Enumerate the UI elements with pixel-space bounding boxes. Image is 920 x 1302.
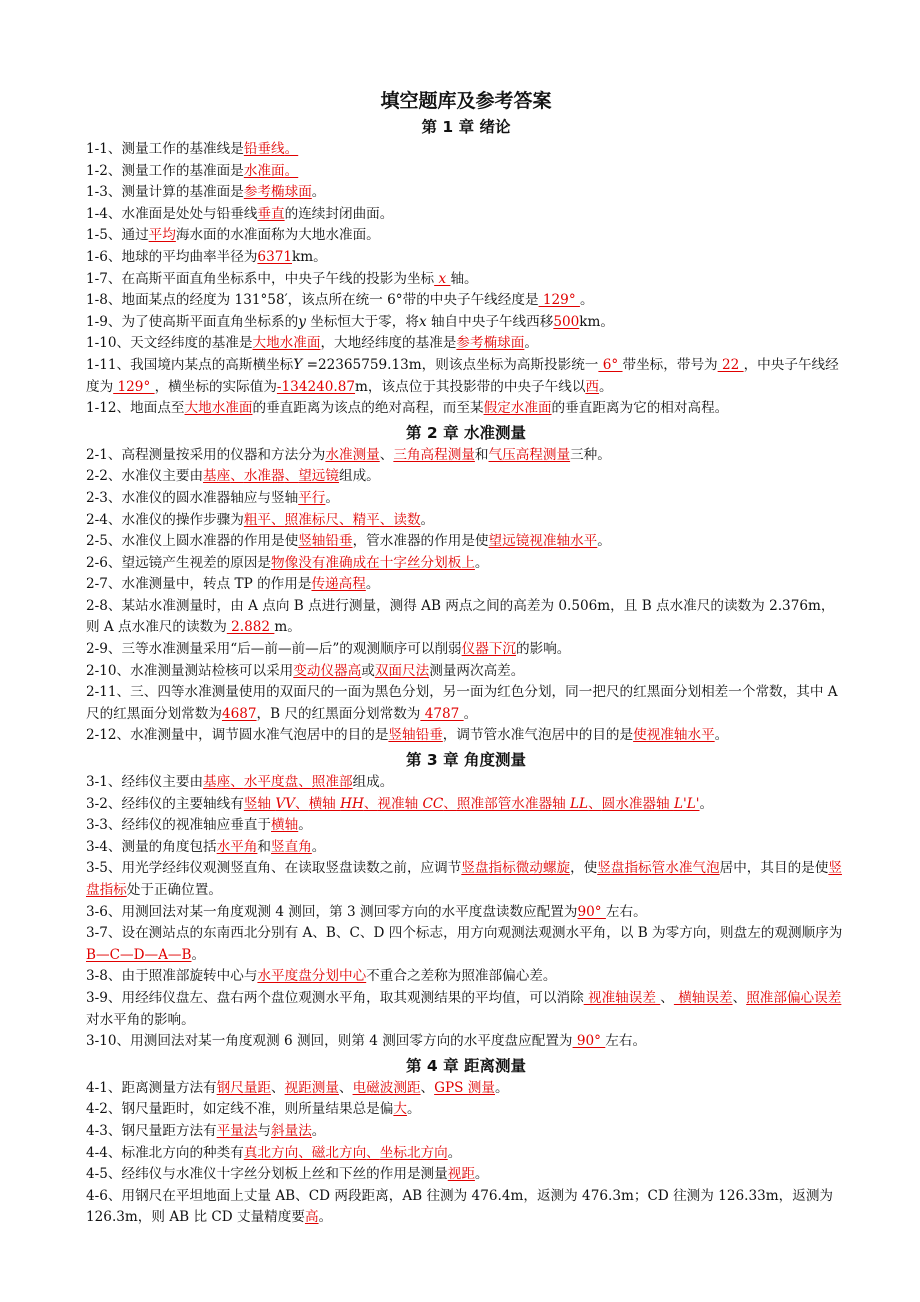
- question-text: 1-5、通过: [86, 227, 149, 244]
- question-text: km。: [579, 313, 614, 330]
- answer-text: 水平度盘分划中心: [257, 968, 367, 985]
- answer-text: 竖轴铅垂: [298, 533, 353, 550]
- question-text: 1-7、在高斯平面直角坐标系中，中央子午线的投影为坐标: [86, 270, 435, 287]
- question-text: ，中央子午线经度为: [86, 356, 839, 395]
- question-line: [86, 837, 846, 859]
- answer-text: 4687: [221, 705, 257, 722]
- answer-text: LL: [570, 795, 589, 812]
- answer-text: 90°: [577, 903, 606, 920]
- question-text: ，调节管水准气泡居中的目的是: [442, 727, 634, 744]
- question-text: 轴。: [450, 270, 478, 287]
- answer-text: 望远镜视准轴水平: [488, 533, 598, 550]
- question-text: 左右。: [605, 903, 647, 920]
- question-text: 的连续封闭曲面。: [284, 205, 394, 222]
- answer-text: 双面尺法: [374, 662, 430, 679]
- answer-text: 、: [363, 795, 378, 812]
- question-line: [86, 1099, 846, 1121]
- question-line: [86, 682, 846, 725]
- question-text: 、: [420, 1079, 435, 1096]
- question-text: 带坐标，带号为: [622, 356, 718, 373]
- answer-text: -134240.87: [276, 378, 356, 395]
- answer-text: 竖盘指标: [86, 860, 842, 898]
- question-line: [86, 466, 846, 488]
- answer-text: 假定水准面: [483, 400, 552, 417]
- question-line: [86, 204, 846, 226]
- question-line: [86, 1186, 846, 1229]
- question-text: 居中，其目的是使: [719, 860, 829, 877]
- question-text: 的影响。: [516, 641, 571, 658]
- variable-text: Y: [293, 356, 303, 373]
- answer-text: 水平角: [216, 838, 258, 855]
- answer-text: 6371: [257, 248, 293, 265]
- question-text: 。: [579, 292, 594, 309]
- question-text: 。: [699, 795, 714, 812]
- question-text: 。: [365, 576, 380, 593]
- answer-text: 高: [304, 1209, 319, 1226]
- answer-text: 圆水准器轴: [601, 795, 674, 812]
- question-text: 2-11、三、四等水准测量使用的双面尺的一面为黑色分划，另一面为红色分划，同一把尺的红黑面分划相差一个常数，其中 A 尺的红黑面分划常数为: [86, 684, 838, 722]
- question-text: 组成。: [338, 468, 380, 485]
- document-title: 填空题库及参考答案: [380, 90, 552, 112]
- answer-text: 平均: [148, 227, 176, 244]
- question-text: =22365759.13m，则该点坐标为高斯投影统一: [302, 356, 599, 373]
- answer-text: 气压高程测量: [488, 446, 571, 463]
- question-text: 坐标恒大于零，将: [305, 313, 419, 330]
- variable-text: y: [298, 313, 306, 330]
- answer-text: 物像没有准确成在十字丝分划板上: [271, 554, 475, 571]
- question-text: 。: [311, 1122, 326, 1139]
- answer-text: 、: [379, 511, 394, 528]
- answer-text: 垂直: [257, 205, 285, 222]
- question-text: 。: [298, 817, 312, 834]
- answer-text: 90°: [572, 1033, 606, 1050]
- question-text: 。: [599, 378, 613, 395]
- answer-text: x: [434, 270, 451, 287]
- question-line: [86, 161, 846, 183]
- question-text: ，横坐标的实际值为: [154, 378, 277, 395]
- question-line: [86, 639, 846, 661]
- question-text: 。: [447, 1144, 462, 1161]
- answer-text: 、: [588, 795, 602, 812]
- question-line: [86, 988, 846, 1031]
- answer-text: 水准测量: [325, 446, 380, 463]
- question-line: [86, 794, 846, 816]
- answer-text: 竖盘指标管水准气泡: [597, 860, 720, 877]
- question-text: ，管水准器的作用是使: [352, 533, 489, 550]
- question-text: 3-6、用测回法对某一角度观测 4 测回，第 3 测回零方向的水平度盘读数应配置为: [86, 903, 578, 920]
- question-text: 1-6、地球的平均曲率半径为: [86, 248, 258, 265]
- question-text: 、: [379, 446, 394, 463]
- question-text: 测量两次高差。: [429, 662, 525, 679]
- question-text: 或: [361, 662, 375, 679]
- question-text: 1-2、测量工作的基准面是: [86, 162, 244, 179]
- question-text: 、: [338, 1079, 353, 1096]
- answer-text: 水平度盘: [243, 774, 299, 791]
- question-line: [86, 247, 846, 269]
- question-line: [86, 312, 846, 334]
- answer-text: 、: [230, 468, 244, 485]
- question-text: 和: [474, 446, 489, 463]
- question-text: 3-3、经纬仪的视准轴应垂直于: [86, 817, 272, 834]
- question-line: [86, 553, 846, 575]
- question-line: [86, 333, 846, 355]
- question-line: [86, 445, 846, 467]
- answer-text: 仪器下沉: [461, 641, 517, 658]
- chapter-heading: 第 1 章 绪论: [421, 118, 511, 136]
- answer-text: L'L': [673, 795, 700, 812]
- answer-text: 、: [366, 1144, 380, 1161]
- answer-text: 斜量法: [271, 1122, 312, 1139]
- question-text: 。: [325, 489, 339, 506]
- question-text: ，B 尺的红黑面分划常数为: [256, 705, 421, 722]
- question-text: 处于正确位置。: [126, 882, 222, 898]
- question-text: 。: [406, 1101, 421, 1118]
- question-text: 3-9、用经纬仪盘左、盘右两个盘位观测水平角，取其观测结果的平均值，可以消除: [86, 989, 584, 1006]
- answer-text: 磁北方向: [311, 1144, 367, 1161]
- answer-text: 、: [284, 468, 299, 485]
- question-text: 1-10、天文经纬度的基准是: [86, 335, 253, 352]
- answer-text: 。: [284, 141, 299, 157]
- question-text: 、: [660, 989, 674, 1006]
- question-text: 2-7、水准测量中，转点 TP 的作用是: [86, 576, 312, 593]
- question-text: 1-9、为了使高斯平面直角坐标系的: [86, 313, 299, 330]
- answer-text: 大地水准面: [184, 400, 253, 417]
- answer-text: 真北方向: [243, 1144, 299, 1161]
- question-text: 2-2、水准仪主要由: [86, 468, 204, 485]
- answer-text: 变动仪器高: [293, 662, 362, 679]
- question-text: 4-3、钢尺量距方法有: [86, 1122, 217, 1139]
- question-line: [86, 290, 846, 312]
- question-text: ，大地经纬度的基准是: [320, 335, 457, 352]
- question-line: [86, 488, 846, 510]
- question-line: [86, 772, 846, 794]
- question-text: 3-5、用光学经纬仪观测竖直角、在读取竖盘读数之前，应调节: [86, 860, 462, 877]
- answer-text: 平量法: [216, 1122, 258, 1139]
- answer-text: 竖直角: [271, 838, 312, 855]
- question-text: 2-12、水准测量中，调节圆水准气泡居中的目的是: [86, 727, 389, 744]
- question-text: 。: [311, 184, 326, 201]
- question-text: 。: [311, 838, 326, 855]
- answer-text: 照准部: [311, 774, 353, 791]
- chapter-heading: 第 2 章 水准测量: [406, 423, 526, 442]
- answer-text: 望远镜: [298, 468, 339, 485]
- question-text: 对水平角的影响。: [86, 1011, 195, 1028]
- question-text: 2-10、水准测量测站检核可以采用: [86, 662, 294, 679]
- question-line: [86, 182, 846, 204]
- answer-text: 传递高程: [311, 576, 366, 593]
- document-page: [86, 88, 846, 1229]
- question-text: ，使: [570, 860, 598, 877]
- variable-text: x: [418, 313, 427, 330]
- question-line: [86, 923, 846, 966]
- question-text: m，该点位于其投影带的中央子午线以: [355, 378, 586, 395]
- question-line: [86, 902, 846, 924]
- answer-text: 坐标北方向: [379, 1144, 448, 1161]
- question-text: 3-4、测量的角度包括: [86, 838, 217, 855]
- question-line: [86, 1121, 846, 1143]
- question-text: 的垂直距离为它的相对高程。: [551, 400, 729, 417]
- answer-text: 、: [298, 1144, 312, 1161]
- answer-text: 照准部偏心误差: [746, 989, 842, 1006]
- question-text: 海水面的水准面称为大地水准面。: [175, 227, 380, 244]
- question-line: [86, 1031, 846, 1053]
- question-line: [86, 725, 846, 747]
- question-text: 3-1、经纬仪主要由: [86, 774, 204, 791]
- answer-text: 4787: [420, 705, 464, 722]
- question-text: 1-11、我国境内某点的高斯横坐标: [86, 356, 294, 373]
- question-line: [86, 1164, 846, 1186]
- question-text: 3-2、经纬仪的主要轴线有: [86, 795, 244, 812]
- answer-text: 西: [585, 378, 600, 395]
- answer-text: 竖轴铅垂: [388, 727, 443, 744]
- answer-text: 6°: [598, 356, 623, 373]
- question-text: 和: [257, 838, 272, 855]
- answer-text: 基座: [203, 468, 231, 485]
- answer-text: 钢尺量距: [216, 1079, 272, 1096]
- answer-text: 竖盘指标微动螺旋: [461, 860, 571, 877]
- question-text: 。: [463, 705, 478, 722]
- question-text: 左右。: [605, 1033, 647, 1050]
- question-text: 。: [420, 511, 435, 528]
- question-text: m。: [274, 619, 301, 636]
- question-text: 3-10、用测回法对某一角度观测 6 测回，则第 4 测回零方向的水平度盘应配置为: [86, 1033, 573, 1050]
- answer-text: 视距测量: [284, 1079, 339, 1096]
- question-text: 组成。: [352, 774, 394, 791]
- question-text: 、: [271, 1079, 285, 1096]
- question-text: 2-1、高程测量按采用的仪器和方法分为: [86, 446, 326, 463]
- question-line: [86, 815, 846, 837]
- answer-text: 照准标尺: [284, 511, 339, 528]
- chapter-heading: 第 3 章 角度测量: [406, 751, 526, 770]
- question-text: 。: [524, 335, 538, 352]
- question-line: [86, 225, 846, 247]
- question-text: 4-2、钢尺量距时，如定线不准，则所量结果总是偏: [86, 1101, 394, 1118]
- question-text: 2-9、三等水准测量采用“后—前—前—后”的观测顺序可以削弱: [86, 641, 462, 658]
- answer-text: 参考椭球面: [456, 335, 525, 352]
- question-text: 的垂直距离为该点的绝对高程，而至某: [252, 400, 484, 417]
- answer-text: 读数: [393, 511, 421, 528]
- answer-text: 、: [271, 511, 285, 528]
- answer-text: 精平: [352, 511, 380, 528]
- question-text: 轴自中央子午线西移: [426, 313, 554, 330]
- question-text: 。: [474, 1166, 489, 1183]
- answer-text: 横轴误差: [673, 989, 733, 1006]
- question-line: [86, 1143, 846, 1165]
- answer-text: CC: [422, 795, 444, 812]
- question-line: [86, 596, 846, 639]
- answer-text: 视距: [447, 1166, 475, 1183]
- answer-text: 。: [284, 162, 299, 179]
- question-text: 。: [494, 1079, 509, 1096]
- answer-text: HH: [340, 795, 364, 812]
- document-body: [86, 116, 846, 1229]
- answer-text: 参考椭球面: [243, 184, 312, 201]
- question-text: 不重合之差称为照准部偏心差。: [366, 968, 557, 985]
- answer-text: 22: [717, 356, 744, 373]
- answer-text: VV: [275, 795, 295, 812]
- question-line: [86, 139, 846, 161]
- answer-text: 视准轴误差: [583, 989, 661, 1006]
- answer-text: 平行: [298, 489, 326, 506]
- question-text: 。: [191, 946, 206, 963]
- answer-text: 、: [230, 774, 244, 791]
- answer-text: 横轴: [308, 795, 341, 812]
- answer-text: 、: [294, 795, 309, 812]
- question-text: 1-12、地面点至: [86, 400, 185, 417]
- answer-text: 照准部管水准器轴: [456, 795, 570, 812]
- question-text: 3-8、由于照准部旋转中心与: [86, 968, 258, 985]
- answer-text: 大: [393, 1101, 407, 1118]
- question-text: 1-8、地面某点的经度为 131°58′，该点所在统一 6°带的中央子午线经度是: [86, 292, 539, 309]
- answer-text: 三角高程测量: [393, 446, 475, 463]
- answer-text: 视准轴: [377, 795, 423, 812]
- answer-text: 、: [338, 511, 353, 528]
- question-text: 4-4、标准北方向的种类有: [86, 1144, 244, 1161]
- answer-text: B—C—D—A—B: [86, 946, 192, 963]
- question-text: 与: [257, 1122, 272, 1139]
- question-text: 4-6、用钢尺在平坦地面上丈量 AB、CD 两段距离，AB 往测为 476.4m，返测为 476.3m；CD 往测为 126.33m，返测为 126.3m，则 AB 比 CD 丈量精度要: [86, 1187, 834, 1226]
- answer-text: 500: [553, 313, 580, 330]
- answer-text: 水准面: [243, 162, 285, 179]
- question-line: [86, 531, 846, 553]
- question-text: 。: [597, 533, 611, 550]
- question-text: 2-3、水准仪的圆水准器轴应与竖轴: [86, 489, 299, 506]
- question-line: [86, 858, 846, 901]
- question-text: km。: [292, 248, 327, 265]
- question-text: 2-4、水准仪的操作步骤为: [86, 511, 244, 528]
- question-line: [86, 269, 846, 291]
- question-text: 4-5、经纬仪与水准仪十字丝分划板上丝和下丝的作用是测量: [86, 1166, 448, 1183]
- answer-text: 、: [298, 774, 312, 791]
- question-text: 1-3、测量计算的基准面是: [86, 184, 244, 201]
- question-text: 2-5、水准仪上圆水准器的作用是使: [86, 533, 299, 550]
- question-text: 4-1、距离测量方法有: [86, 1079, 217, 1096]
- answer-text: 竖轴: [243, 795, 276, 812]
- question-line: [86, 966, 846, 988]
- answer-text: 大地水准面: [252, 335, 321, 352]
- answer-text: 横轴: [271, 817, 299, 834]
- answer-text: 、: [443, 795, 457, 812]
- question-line: [86, 355, 846, 398]
- question-text: 2-6、望远镜产生视差的原因是: [86, 554, 272, 571]
- question-line: [86, 398, 846, 420]
- question-line: [86, 574, 846, 596]
- answer-text: 电磁波测距: [352, 1079, 421, 1096]
- answer-text: 129°: [113, 378, 155, 395]
- question-text: 1-4、水准面是处处与铅垂线: [86, 205, 258, 222]
- answer-text: 2.882: [226, 619, 275, 636]
- question-text: 2-8、某站水准测量时，由 A 点向 B 点进行测量，测得 AB 两点之间的高差为 0.506m，且 B 点水准尺的读数为 2.376m，则 A 点水准尺的读数为: [86, 597, 835, 636]
- answer-text: 铅垂线: [243, 141, 285, 157]
- question-text: 。: [714, 727, 729, 744]
- answer-text: 使视准轴水平: [633, 727, 715, 744]
- answer-text: 基座: [203, 774, 231, 791]
- question-text: 三种。: [570, 446, 611, 463]
- chapter-heading: 第 4 章 距离测量: [406, 1056, 526, 1075]
- question-text: 、: [732, 989, 747, 1006]
- question-text: 1-1、测量工作的基准线是: [86, 141, 244, 157]
- answer-text: 粗平: [243, 511, 272, 528]
- question-text: 3-7、设在测站点的东南西北分别有 A、B、C、D 四个标志，用方向观测法观测水平角，以 B 为零方向，则盘左的观测顺序为: [86, 925, 843, 942]
- question-line: [86, 661, 846, 683]
- answer-text: 水准器: [243, 468, 285, 485]
- question-text: 。: [318, 1209, 333, 1226]
- answer-text: GPS 测量: [434, 1079, 495, 1096]
- question-line: [86, 510, 846, 532]
- question-line: [86, 1078, 846, 1100]
- question-text: 。: [474, 554, 489, 571]
- answer-text: 129°: [538, 292, 580, 309]
